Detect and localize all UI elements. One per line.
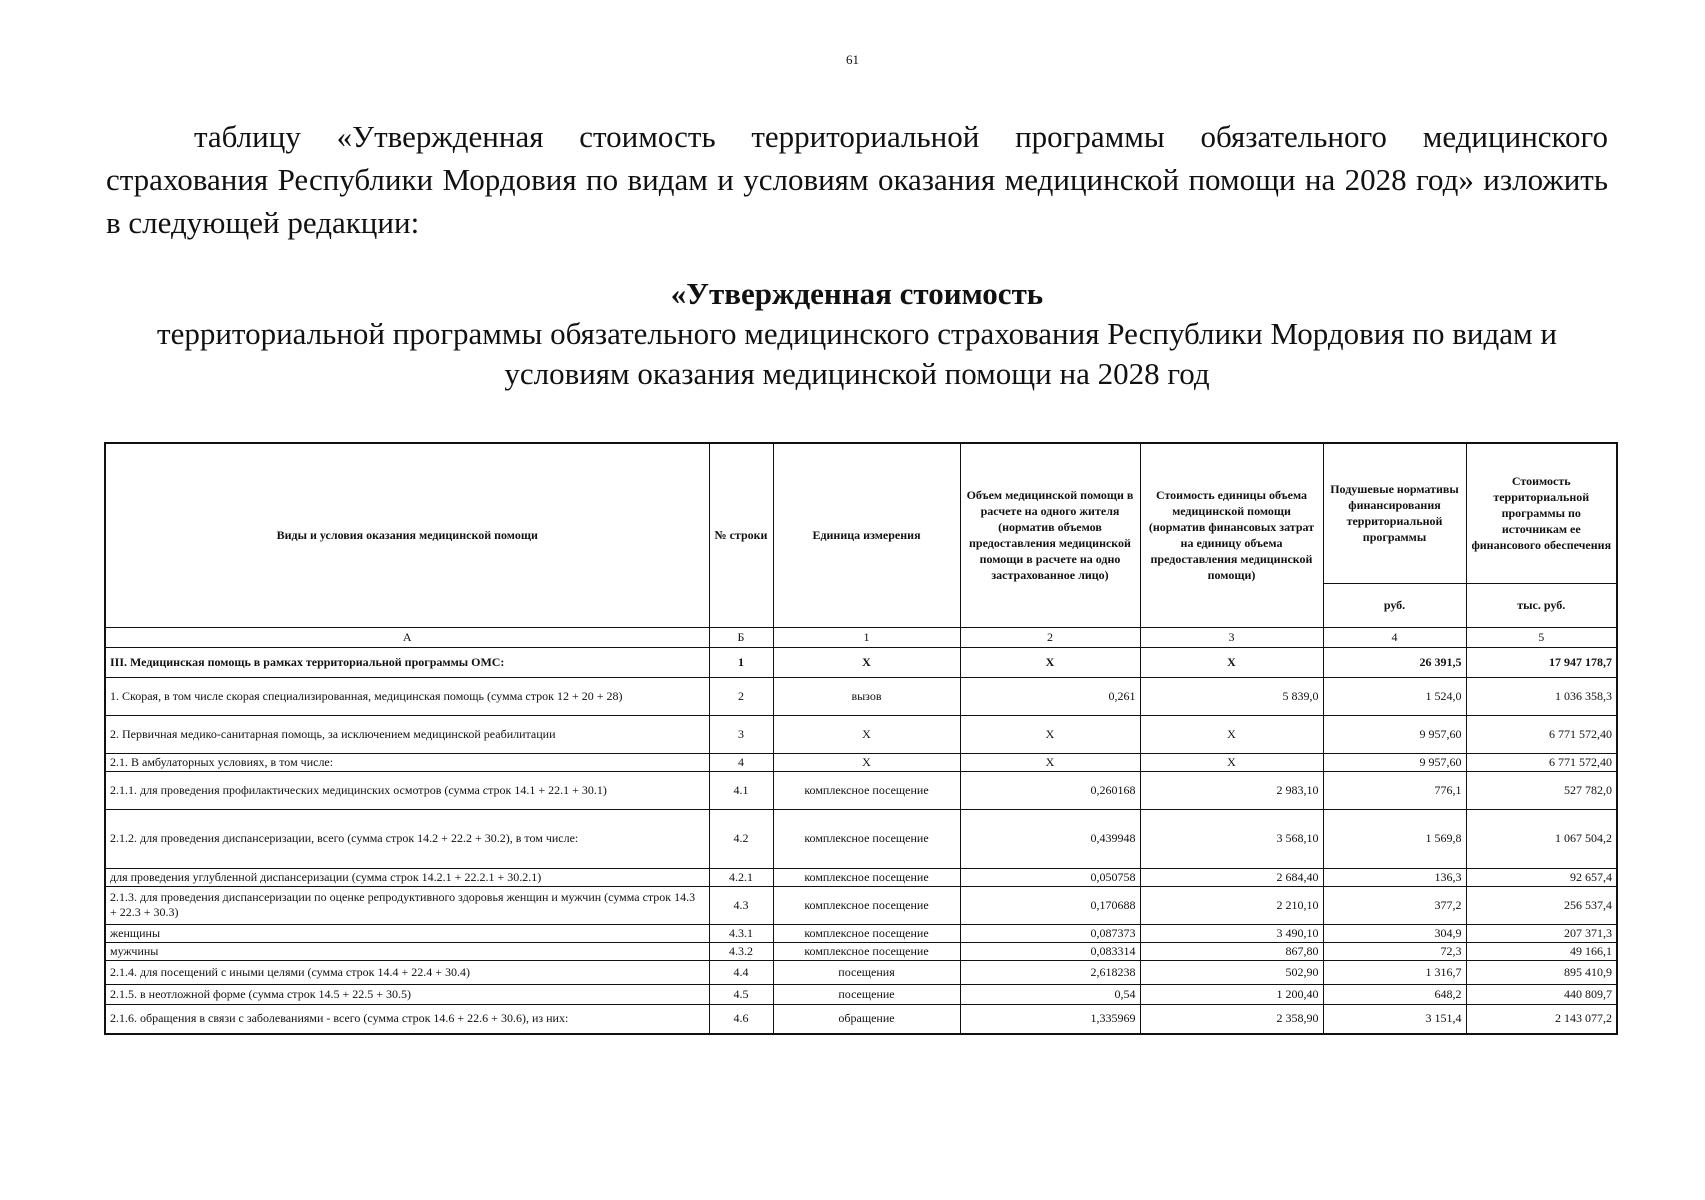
cell-no: 4.5 — [709, 984, 773, 1004]
cell-cost: 2 684,40 — [1140, 868, 1323, 886]
cell-per-capita: 377,2 — [1323, 886, 1466, 924]
cell-unit: вызов — [773, 677, 960, 715]
table-row — [105, 715, 1617, 753]
cell-volume: 0,170688 — [960, 886, 1140, 924]
cell-total: 527 782,0 — [1466, 771, 1617, 809]
cell-total: 6 771 572,40 — [1466, 753, 1617, 771]
table-row — [105, 809, 1617, 868]
cell-total: 1 067 504,2 — [1466, 809, 1617, 868]
header-cost: Стоимость единицы объема медицинской помощи (норматив финансовых затрат на единицу объема предоставления медицинской помощи) — [1140, 443, 1323, 627]
cell-kind: женщины — [105, 924, 709, 942]
table-row — [105, 1004, 1617, 1034]
cell-volume: Х — [960, 753, 1140, 771]
cell-kind: 2.1.3. для проведения диспансеризации по оценке репродуктивного здоровья женщин и мужчин (сумма строк 14.3 + 22.3 + 30.3) — [105, 886, 709, 924]
cell-kind: 2.1.2. для проведения диспансеризации, всего (сумма строк 14.2 + 22.2 + 30.2), в том числе: — [105, 809, 709, 868]
cell-volume: Х — [960, 647, 1140, 677]
cell-cost: 867,80 — [1140, 942, 1323, 960]
table-row — [105, 677, 1617, 715]
cell-volume: 0,261 — [960, 677, 1140, 715]
cell-total: 6 771 572,40 — [1466, 715, 1617, 753]
index-cell: 3 — [1140, 627, 1323, 647]
index-cell: 2 — [960, 627, 1140, 647]
cell-kind: 2.1.1. для проведения профилактических медицинских осмотров (сумма строк 14.1 + 22.1 + 30.1) — [105, 771, 709, 809]
cell-no: 2 — [709, 677, 773, 715]
cell-unit: комплексное посещение — [773, 868, 960, 886]
cell-cost: 2 983,10 — [1140, 771, 1323, 809]
header-kind: Виды и условия оказания медицинской помощи — [105, 443, 709, 627]
heading-rest: территориальной программы обязательного медицинского страхования Республики Мордовия по видам и условиям оказания медицинской помощи на 2028 год — [157, 316, 1557, 391]
cell-unit: обращение — [773, 1004, 960, 1034]
cell-cost: Х — [1140, 647, 1323, 677]
cell-total: 17 947 178,7 — [1466, 647, 1617, 677]
cell-kind: 2.1.4. для посещений с иными целями (сумма строк 14.4 + 22.4 + 30.4) — [105, 960, 709, 984]
cost-table — [104, 442, 1618, 1035]
cell-per-capita: 9 957,60 — [1323, 753, 1466, 771]
cell-kind: мужчины — [105, 942, 709, 960]
page-number: 61 — [846, 52, 859, 67]
table-row — [105, 924, 1617, 942]
cell-kind: 2. Первичная медико-санитарная помощь, за исключением медицинской реабилитации — [105, 715, 709, 753]
cell-cost: 3 568,10 — [1140, 809, 1323, 868]
index-cell: 1 — [773, 627, 960, 647]
table-row — [105, 886, 1617, 924]
cell-no: 1 — [709, 647, 773, 677]
cell-per-capita: 1 569,8 — [1323, 809, 1466, 868]
cell-kind: III. Медицинская помощь в рамках территориальной программы ОМС: — [105, 647, 709, 677]
cell-total: 440 809,7 — [1466, 984, 1617, 1004]
cell-cost: 2 358,90 — [1140, 1004, 1323, 1034]
header-row-no: № строки — [709, 443, 773, 627]
cell-no: 4.2 — [709, 809, 773, 868]
cell-per-capita: 648,2 — [1323, 984, 1466, 1004]
cell-total: 895 410,9 — [1466, 960, 1617, 984]
table-heading — [106, 274, 1608, 394]
cell-kind: для проведения углубленной диспансеризации (сумма строк 14.2.1 + 22.2.1 + 30.2.1) — [105, 868, 709, 886]
cell-volume: Х — [960, 715, 1140, 753]
cell-cost: Х — [1140, 715, 1323, 753]
header-per-capita: Подушевые нормативы финансирования территориальной программы — [1323, 443, 1466, 583]
cell-cost: 5 839,0 — [1140, 677, 1323, 715]
header-volume: Объем медицинской помощи в расчете на одного жителя (норматив объемов предоставления медицинской помощи в расчете на одно застрахованное лицо) — [960, 443, 1140, 627]
cell-no: 4.4 — [709, 960, 773, 984]
cell-kind: 1. Скорая, в том числе скорая специализированная, медицинская помощь (сумма строк 12 + 20 + 28) — [105, 677, 709, 715]
index-cell: 4 — [1323, 627, 1466, 647]
cell-volume: 0,439948 — [960, 809, 1140, 868]
index-cell: Б — [709, 627, 773, 647]
cell-volume: 2,618238 — [960, 960, 1140, 984]
cell-no: 4.3.2 — [709, 942, 773, 960]
cell-no: 4.3 — [709, 886, 773, 924]
table-row — [105, 753, 1617, 771]
cell-volume: 0,083314 — [960, 942, 1140, 960]
cell-per-capita: 72,3 — [1323, 942, 1466, 960]
cell-kind: 2.1. В амбулаторных условиях, в том числе: — [105, 753, 709, 771]
cell-volume: 0,54 — [960, 984, 1140, 1004]
cell-total: 49 166,1 — [1466, 942, 1617, 960]
cell-unit: комплексное посещение — [773, 771, 960, 809]
cell-total: 207 371,3 — [1466, 924, 1617, 942]
cell-no: 4.3.1 — [709, 924, 773, 942]
table-row — [105, 960, 1617, 984]
cell-kind: 2.1.5. в неотложной форме (сумма строк 14.5 + 22.5 + 30.5) — [105, 984, 709, 1004]
cell-volume: 0,087373 — [960, 924, 1140, 942]
cell-unit: комплексное посещение — [773, 942, 960, 960]
cell-cost: 3 490,10 — [1140, 924, 1323, 942]
cell-unit: Х — [773, 753, 960, 771]
cell-volume: 0,260168 — [960, 771, 1140, 809]
header-unit: Единица измерения — [773, 443, 960, 627]
cell-no: 4.6 — [709, 1004, 773, 1034]
cell-unit: комплексное посещение — [773, 924, 960, 942]
heading-bold-line: «Утвержденная стоимость — [670, 276, 1044, 311]
cell-cost: 2 210,10 — [1140, 886, 1323, 924]
header-total: Стоимость территориальной программы по источникам ее финансового обеспечения — [1466, 443, 1617, 583]
cell-per-capita: 776,1 — [1323, 771, 1466, 809]
table-row — [105, 868, 1617, 886]
cell-per-capita: 1 524,0 — [1323, 677, 1466, 715]
intro-paragraph: таблицу «Утвержденная стоимость территориальной программы обязательного медицинского страхования Республики Мордовия по видам и условиям оказания медицинской помощи на 2028 год» изложить в следующей редакции: — [106, 119, 1608, 240]
header-total-unit: тыс. руб. — [1466, 583, 1617, 627]
cell-unit: посещения — [773, 960, 960, 984]
cell-per-capita: 1 316,7 — [1323, 960, 1466, 984]
cell-per-capita: 26 391,5 — [1323, 647, 1466, 677]
cell-unit: Х — [773, 647, 960, 677]
cell-total: 1 036 358,3 — [1466, 677, 1617, 715]
cell-unit: комплексное посещение — [773, 886, 960, 924]
cell-total: 256 537,4 — [1466, 886, 1617, 924]
header-per-capita-unit: руб. — [1323, 583, 1466, 627]
index-row — [105, 627, 1617, 647]
table-row — [105, 771, 1617, 809]
cell-total: 2 143 077,2 — [1466, 1004, 1617, 1034]
cell-volume: 1,335969 — [960, 1004, 1140, 1034]
cell-kind: 2.1.6. обращения в связи с заболеваниями - всего (сумма строк 14.6 + 22.6 + 30.6), из них: — [105, 1004, 709, 1034]
table-row — [105, 647, 1617, 677]
cell-cost: 1 200,40 — [1140, 984, 1323, 1004]
table-row — [105, 942, 1617, 960]
cell-cost: 502,90 — [1140, 960, 1323, 984]
cell-unit: комплексное посещение — [773, 809, 960, 868]
cell-per-capita: 136,3 — [1323, 868, 1466, 886]
cell-total: 92 657,4 — [1466, 868, 1617, 886]
cell-per-capita: 3 151,4 — [1323, 1004, 1466, 1034]
index-cell: 5 — [1466, 627, 1617, 647]
cell-unit: посещение — [773, 984, 960, 1004]
cell-no: 4.2.1 — [709, 868, 773, 886]
cell-volume: 0,050758 — [960, 868, 1140, 886]
cell-no: 4 — [709, 753, 773, 771]
cell-cost: Х — [1140, 753, 1323, 771]
cell-unit: Х — [773, 715, 960, 753]
index-cell: А — [105, 627, 709, 647]
cell-per-capita: 9 957,60 — [1323, 715, 1466, 753]
cell-per-capita: 304,9 — [1323, 924, 1466, 942]
cell-no: 4.1 — [709, 771, 773, 809]
table-row — [105, 984, 1617, 1004]
cell-no: 3 — [709, 715, 773, 753]
